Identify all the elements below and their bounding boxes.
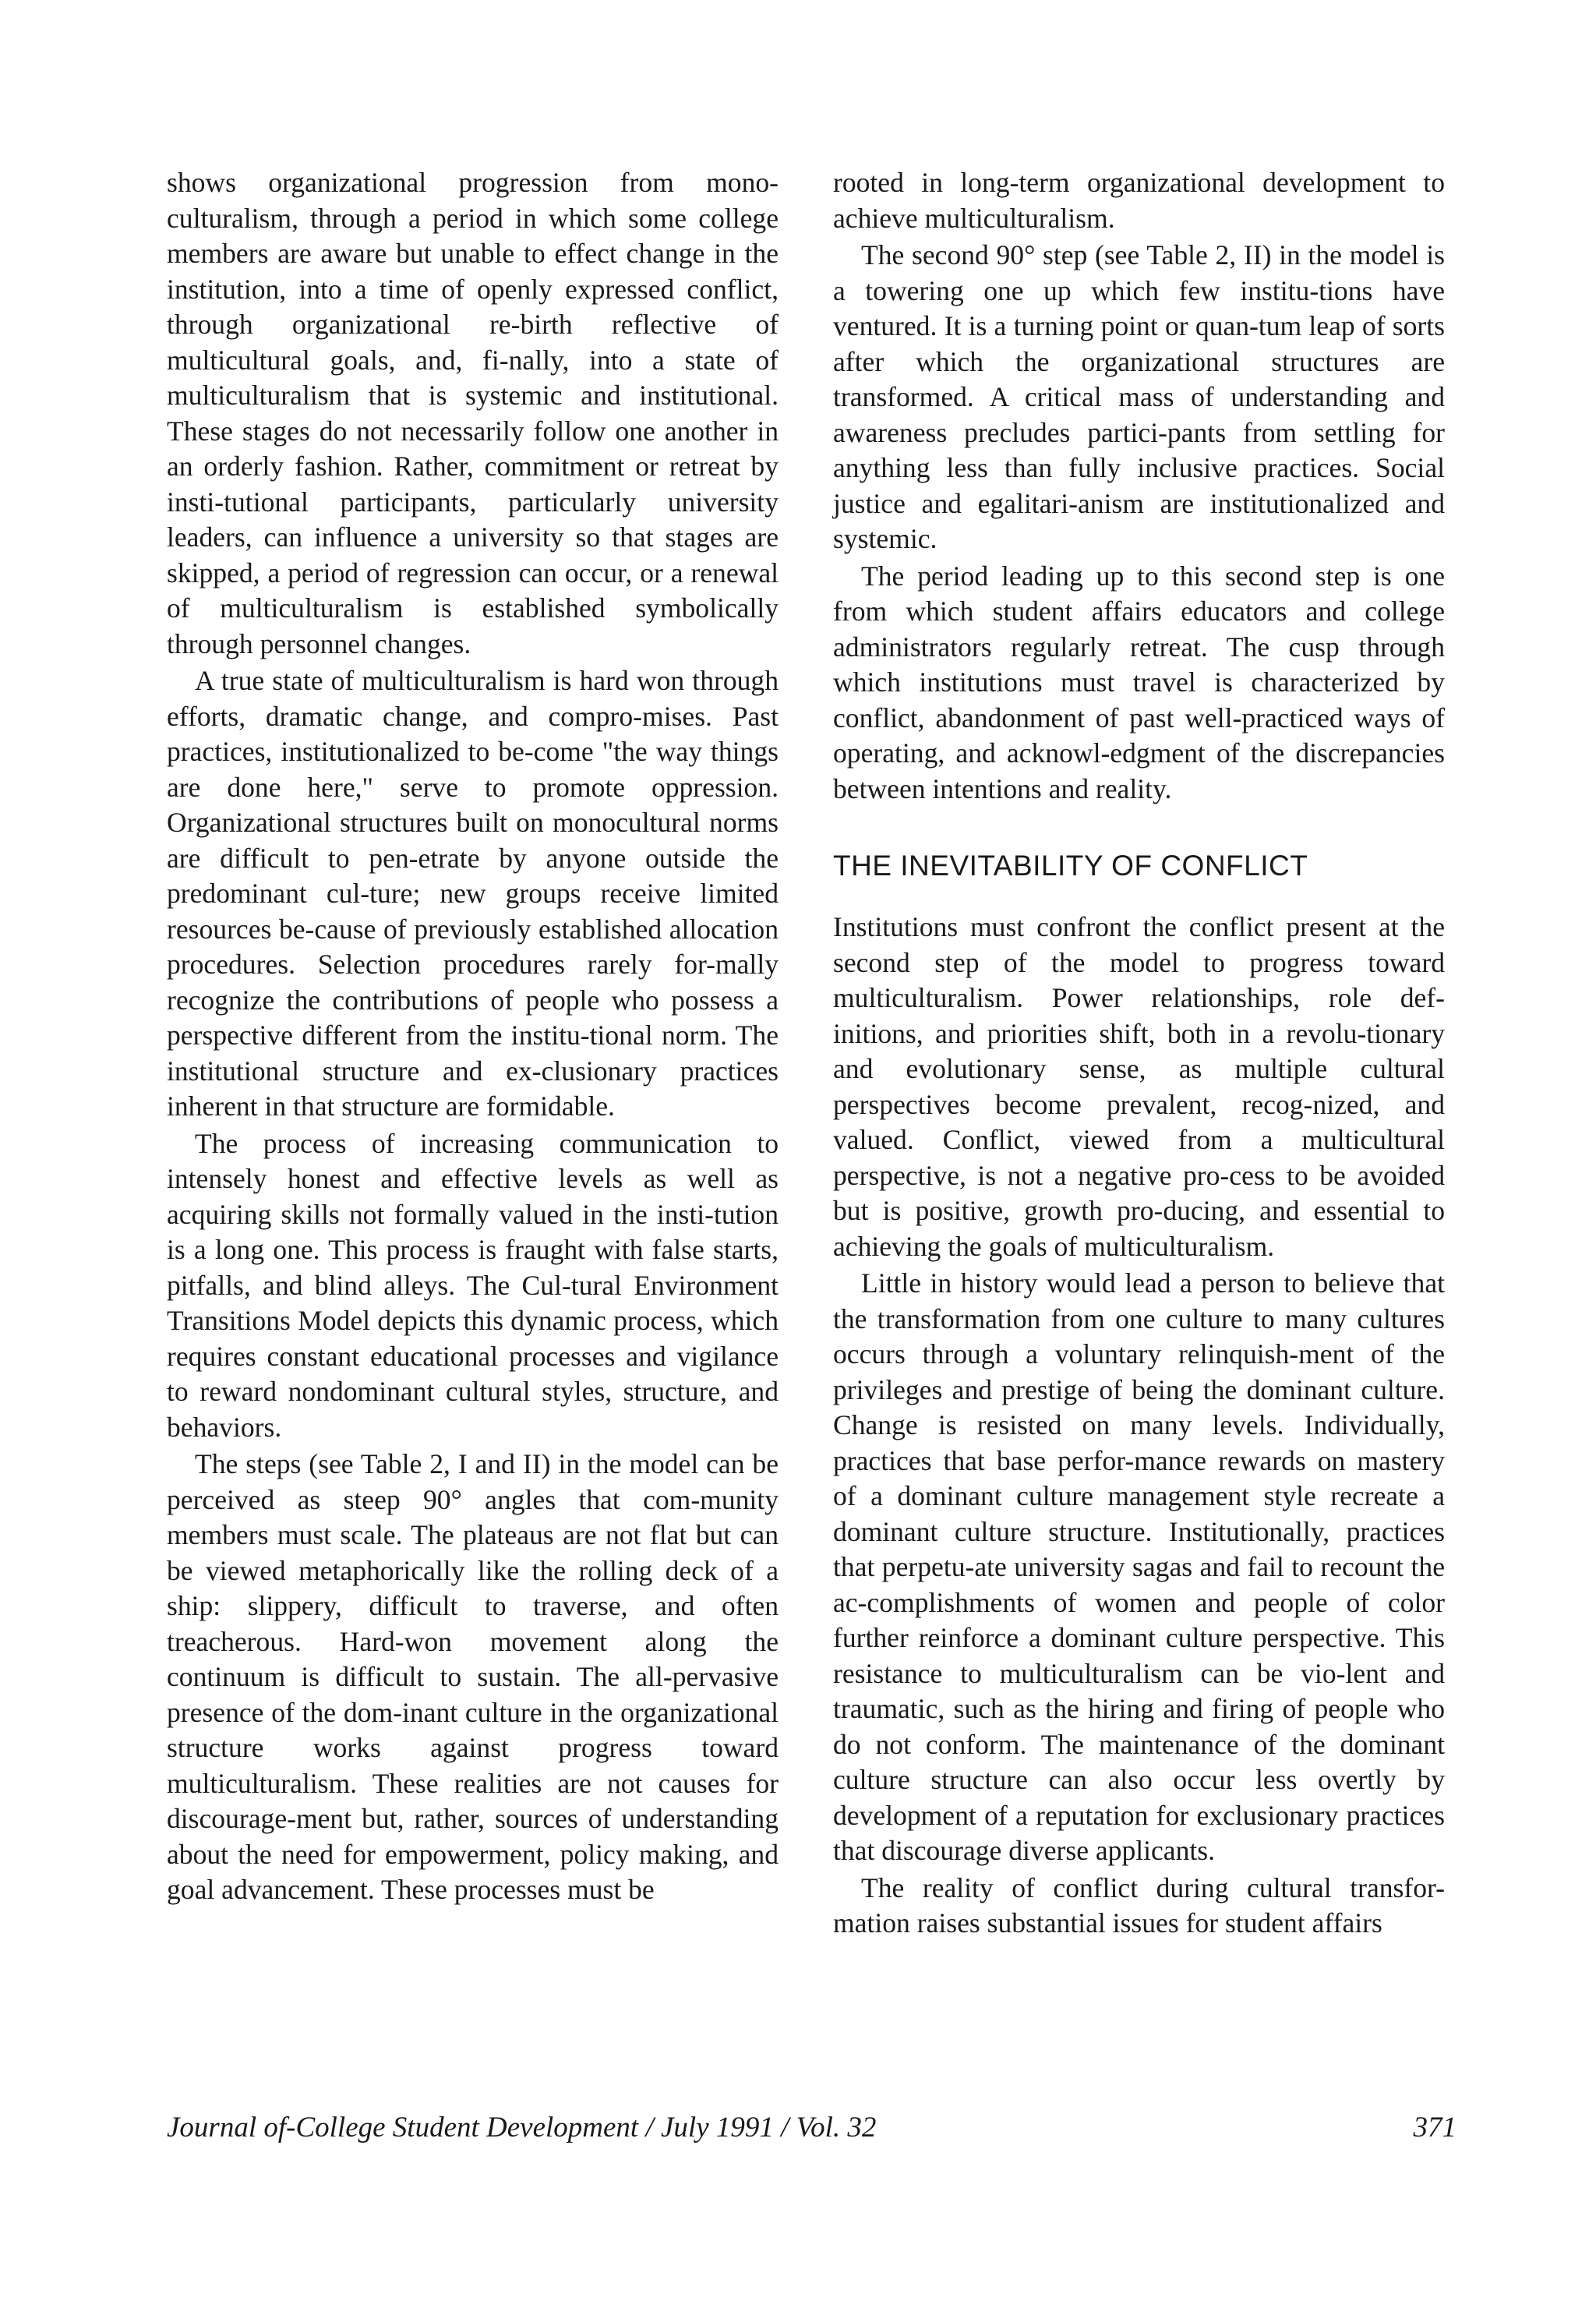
body-paragraph: The steps (see Table 2, I and II) in the model can be perceived as steep 90° angles that com-munity members must scale. The plateaus are not flat but can be viewed metaphorically like the rolling deck of a ship: slippery, difficult to traverse, and often treacherous. Hard-won movement along the continuum is difficult to sustain. The all-pervasive presence of the dom-inant culture in the organizational structure works against progress toward multiculturalism. These realities are not causes for discourage-ment but, rather, sources of understanding about the need for empowerment, policy making, and goal advancement. These processes must be [167, 1448, 779, 1905]
body-paragraph: A true state of multiculturalism is hard won through efforts, dramatic change, and compro-mises. Past practices, institutionalized to be-come "the way things are done here," serve to promote oppression. Organizational structures built on monocultural norms are difficult to pen-etrate by anyone outside the predominant cul-ture; new groups receive limited resources be-cause of previously established allocation procedures. Selection procedures rarely for-mally recognize the contributions of people who possess a perspective different from the institu-tional norm. The institutional structure and ex-clusionary practices inherent in that structure are formidable. [167, 665, 779, 1122]
page-number: 371 [1413, 2112, 1457, 2144]
body-paragraph: The reality of conflict during cultural transfor-mation raises substantial issues for student affairs [833, 1871, 1445, 1939]
body-paragraph: rooted in long-term organizational development to achieve multiculturalism. [833, 167, 1445, 234]
body-paragraph: Institutions must confront the conflict present at the second step of the model to progress toward multiculturalism. Power relationships, role def-initions, and priorities shift, both in a revolu-tionary and evolutionary sense, as multiple cultural perspectives become prevalent, recog-nized, and valued. Conflict, viewed from a multicultural perspective, is not a negative pro-cess to be avoided but is positive, growth pro-ducing, and essential to achieving the goals of multiculturalism. [833, 911, 1445, 1262]
journal-citation: Journal of-College Student Development / July 1991 / Vol. 32 [167, 2112, 877, 2144]
left-column [167, 165, 779, 1908]
body-paragraph: shows organizational progression from mono-culturalism, through a period in which some college members are aware but unable to effect change in the institution, into a time of openly expressed conflict, through organizational re-birth reflective of multicultural goals, and, fi-nally, into a state of multiculturalism that is systemic and institutional. These stages do not necessarily follow one another in an orderly fashion. Rather, commitment or retreat by insti-tutional participants, particularly university leaders, can influence a university so that stages are skipped, a period of regression can occur, or a renewal of multiculturalism is established symbolically through personnel changes. [167, 167, 779, 659]
right-column [833, 165, 1445, 1942]
body-paragraph: The second 90° step (see Table 2, II) in the model is a towering one up which few institu-tions have ventured. It is a turning point or quan-tum leap of sorts after which the organizational structures are transformed. A critical mass of understanding and awareness precludes partici-pants from settling for anything less than fully inclusive practices. Social justice and egalitari-anism are institutionalized and systemic. [833, 239, 1445, 554]
body-paragraph: The process of increasing communication to intensely honest and effective levels as well as acquiring skills not formally valued in the insti-tution is a long one. This process is fraught with false starts, pitfalls, and blind alleys. The Cul-tural Environment Transitions Model depicts this dynamic process, which requires constant educational processes and vigilance to reward nondominant cultural styles, structure, and behaviors. [167, 1127, 779, 1443]
body-paragraph: The period leading up to this second step is one from which student affairs educators and college administrators regularly retreat. The cusp through which institutions must travel is characterized by conflict, abandonment of past well-practiced ways of operating, and acknowl-edgment of the discrepancies between intentions and reality. [833, 560, 1445, 804]
body-paragraph: Little in history would lead a person to believe that the transformation from one culture to many cultures occurs through a voluntary relinquish-ment of the privileges and prestige of being the dominant culture. Change is resisted on many levels. Individually, practices that base perfor-mance rewards on mastery of a dominant culture management style recreate a dominant culture structure. Institutionally, practices that perpetu-ate university sagas and fail to recount the ac-complishments of women and people of color further reinforce a dominant culture perspective. This resistance to multiculturalism can be vio-lent and traumatic, such as the hiring and firing of people who do not conform. The maintenance of the dominant culture structure can also occur less overtly by development of a reputation for exclusionary practices that discourage diverse applicants. [833, 1267, 1445, 1866]
section-heading: THE INEVITABILITY OF CONFLICT [833, 850, 1308, 882]
